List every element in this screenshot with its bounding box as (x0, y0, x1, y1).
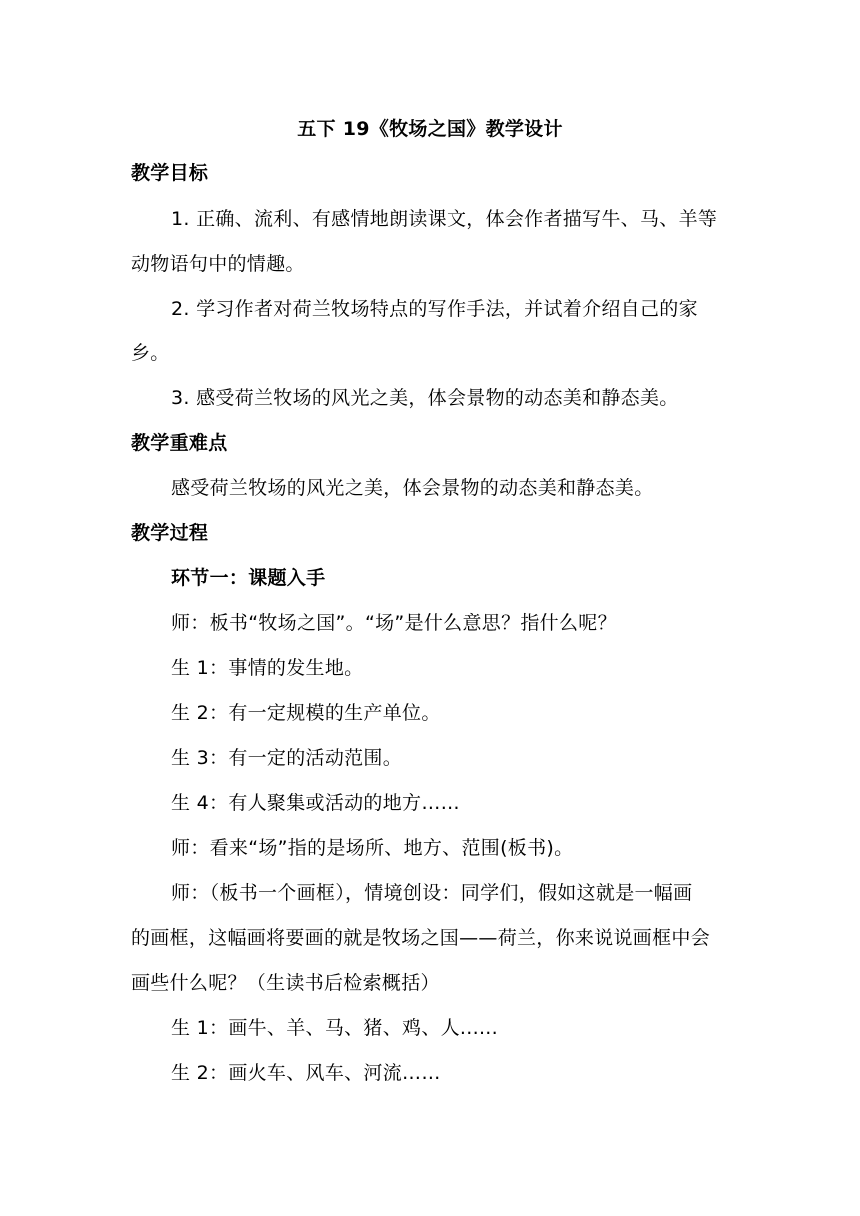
key-points-text: 感受荷兰牧场的风光之美，体会景物的动态美和静态美。 (171, 477, 654, 499)
dialogue-line: 师：板书“牧场之国”。“场”是什么意思？指什么呢？ (171, 612, 617, 634)
dialogue-line: 生 2：有一定规模的生产单位。 (171, 702, 441, 724)
objective-2-line-1: 2. 学习作者对荷兰牧场特点的写作手法，并试着介绍自己的家 (171, 298, 698, 320)
dialogue-line: 画些什么呢？（生读书后检索概括） (131, 972, 440, 994)
dialogue-line: 生 4：有人聚集或活动的地方…… (171, 792, 460, 814)
objective-3: 3. 感受荷兰牧场的风光之美，体会景物的动态美和静态美。 (171, 387, 679, 409)
document-title: 五下 19《牧场之国》教学设计 (297, 118, 563, 140)
dialogue-line: 生 2：画火车、风车、河流…… (171, 1062, 441, 1084)
dialogue-line: 师：看来“场”指的是场所、地方、范围(板书)。 (171, 837, 574, 859)
section-heading-key-points: 教学重难点 (131, 432, 228, 454)
objective-1-line-2: 动物语句中的情趣。 (131, 253, 305, 275)
step-1-heading: 环节一：课题入手 (171, 567, 326, 589)
dialogue-line: 生 3：有一定的活动范围。 (171, 747, 403, 769)
dialogue-line: 师：（板书一个画框），情境创设：同学们，假如这就是一幅画 (171, 882, 693, 904)
dialogue-line: 生 1：画牛、羊、马、猪、鸡、人...... (171, 1017, 498, 1039)
section-heading-objectives: 教学目标 (131, 162, 209, 184)
dialogue-line: 的画框，这幅画将要画的就是牧场之国——荷兰，你来说说画框中会 (131, 927, 711, 949)
section-heading-process: 教学过程 (131, 522, 209, 544)
objective-1-line-1: 1. 正确、流利、有感情地朗读课文，体会作者描写牛、马、羊等 (171, 208, 718, 230)
objective-2-line-2: 乡。 (131, 342, 170, 364)
dialogue-line: 生 1：事情的发生地。 (171, 657, 364, 679)
